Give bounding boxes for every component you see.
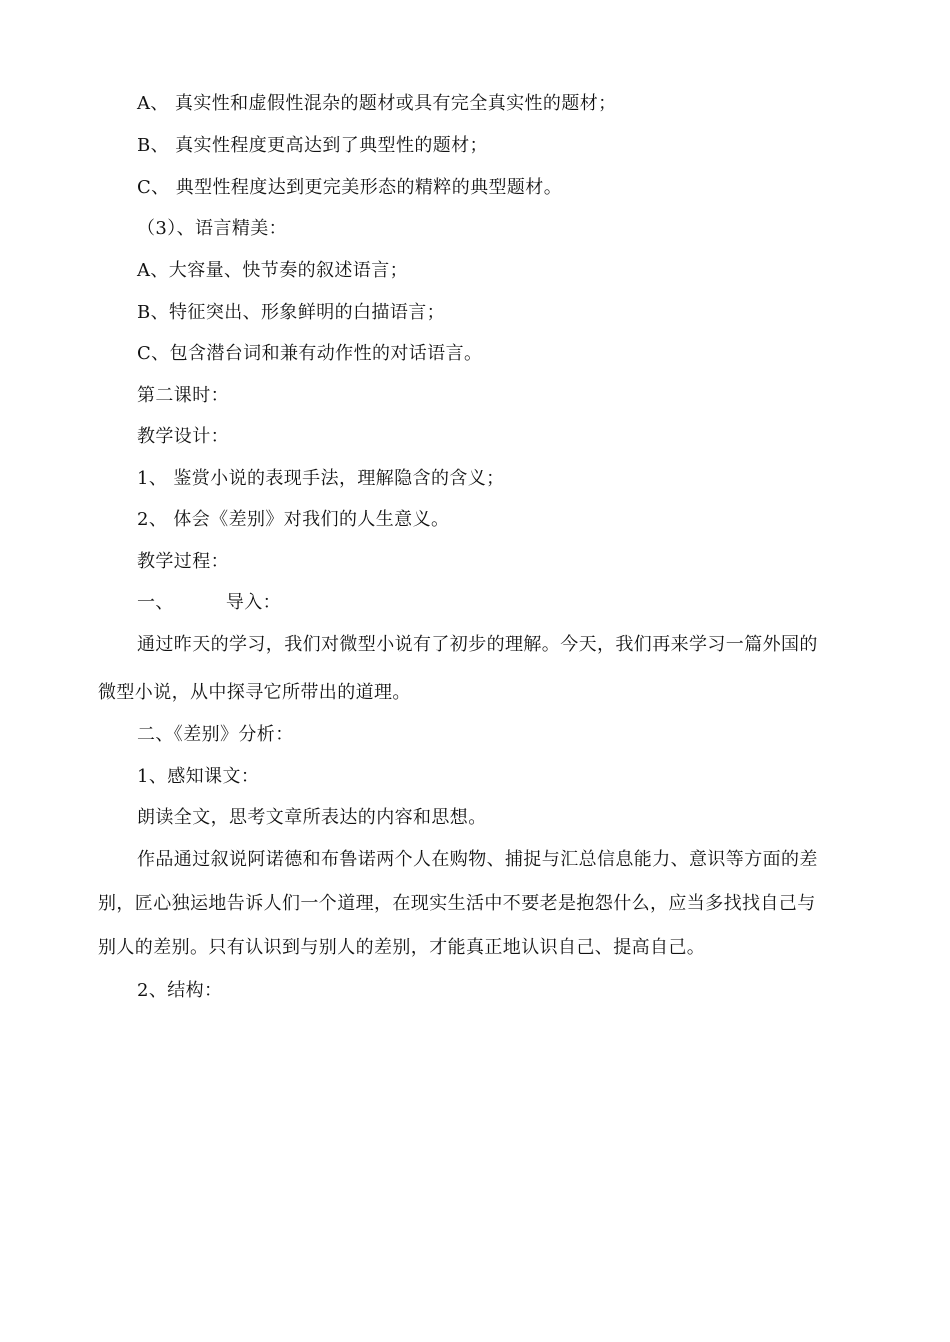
text-line: 2、 体会《差别》对我们的人生意义。 [137, 509, 450, 530]
section-heading: 二、《差别》分析： [137, 724, 294, 745]
heading-text: 导入： [225, 592, 282, 613]
paragraph-line: 微型小说，从中探寻它所带出的道理。 [98, 682, 411, 703]
text-line: A、 真实性和虚假性混杂的题材或具有完全真实性的题材； [137, 93, 617, 114]
section-heading: 1、感知课文： [137, 766, 260, 787]
text-line: 1、 鉴赏小说的表现手法，理解隐含的含义； [137, 468, 505, 489]
section-heading: 教学过程： [137, 551, 229, 572]
text-line: C、 典型性程度达到更完美形态的精粹的典型题材。 [137, 177, 563, 198]
paragraph-line: 通过昨天的学习，我们对微型小说有了初步的理解。今天，我们再来学习一篇外国的 [137, 634, 818, 655]
section-heading: 2、结构： [137, 980, 223, 1001]
section-heading: 教学设计： [137, 426, 229, 447]
text-line: 朗读全文，思考文章所表达的内容和思想。 [137, 807, 487, 828]
paragraph-line: 作品通过叙说阿诺德和布鲁诺两个人在购物、捕捉与汇总信息能力、意识等方面的差 [137, 849, 818, 870]
text-line: A、大容量、快节奏的叙述语言； [137, 260, 408, 281]
paragraph-line: 别，匠心独运地告诉人们一个道理，在现实生活中不要老是抱怨什么，应当多找找自己与 [98, 893, 816, 914]
section-heading [137, 590, 862, 616]
paragraph-line: 别人的差别。只有认识到与别人的差别，才能真正地认识自己、提高自己。 [98, 937, 706, 958]
text-line: B、特征突出、形象鲜明的白描语言； [137, 302, 446, 323]
text-line: B、 真实性程度更高达到了典型性的题材； [137, 135, 488, 156]
section-heading: （3）、语言精美： [137, 218, 288, 239]
text-line: C、包含潜台词和兼有动作性的对话语言。 [137, 343, 483, 364]
heading-number: 一、 [137, 592, 174, 613]
section-heading: 第二课时： [137, 385, 229, 406]
